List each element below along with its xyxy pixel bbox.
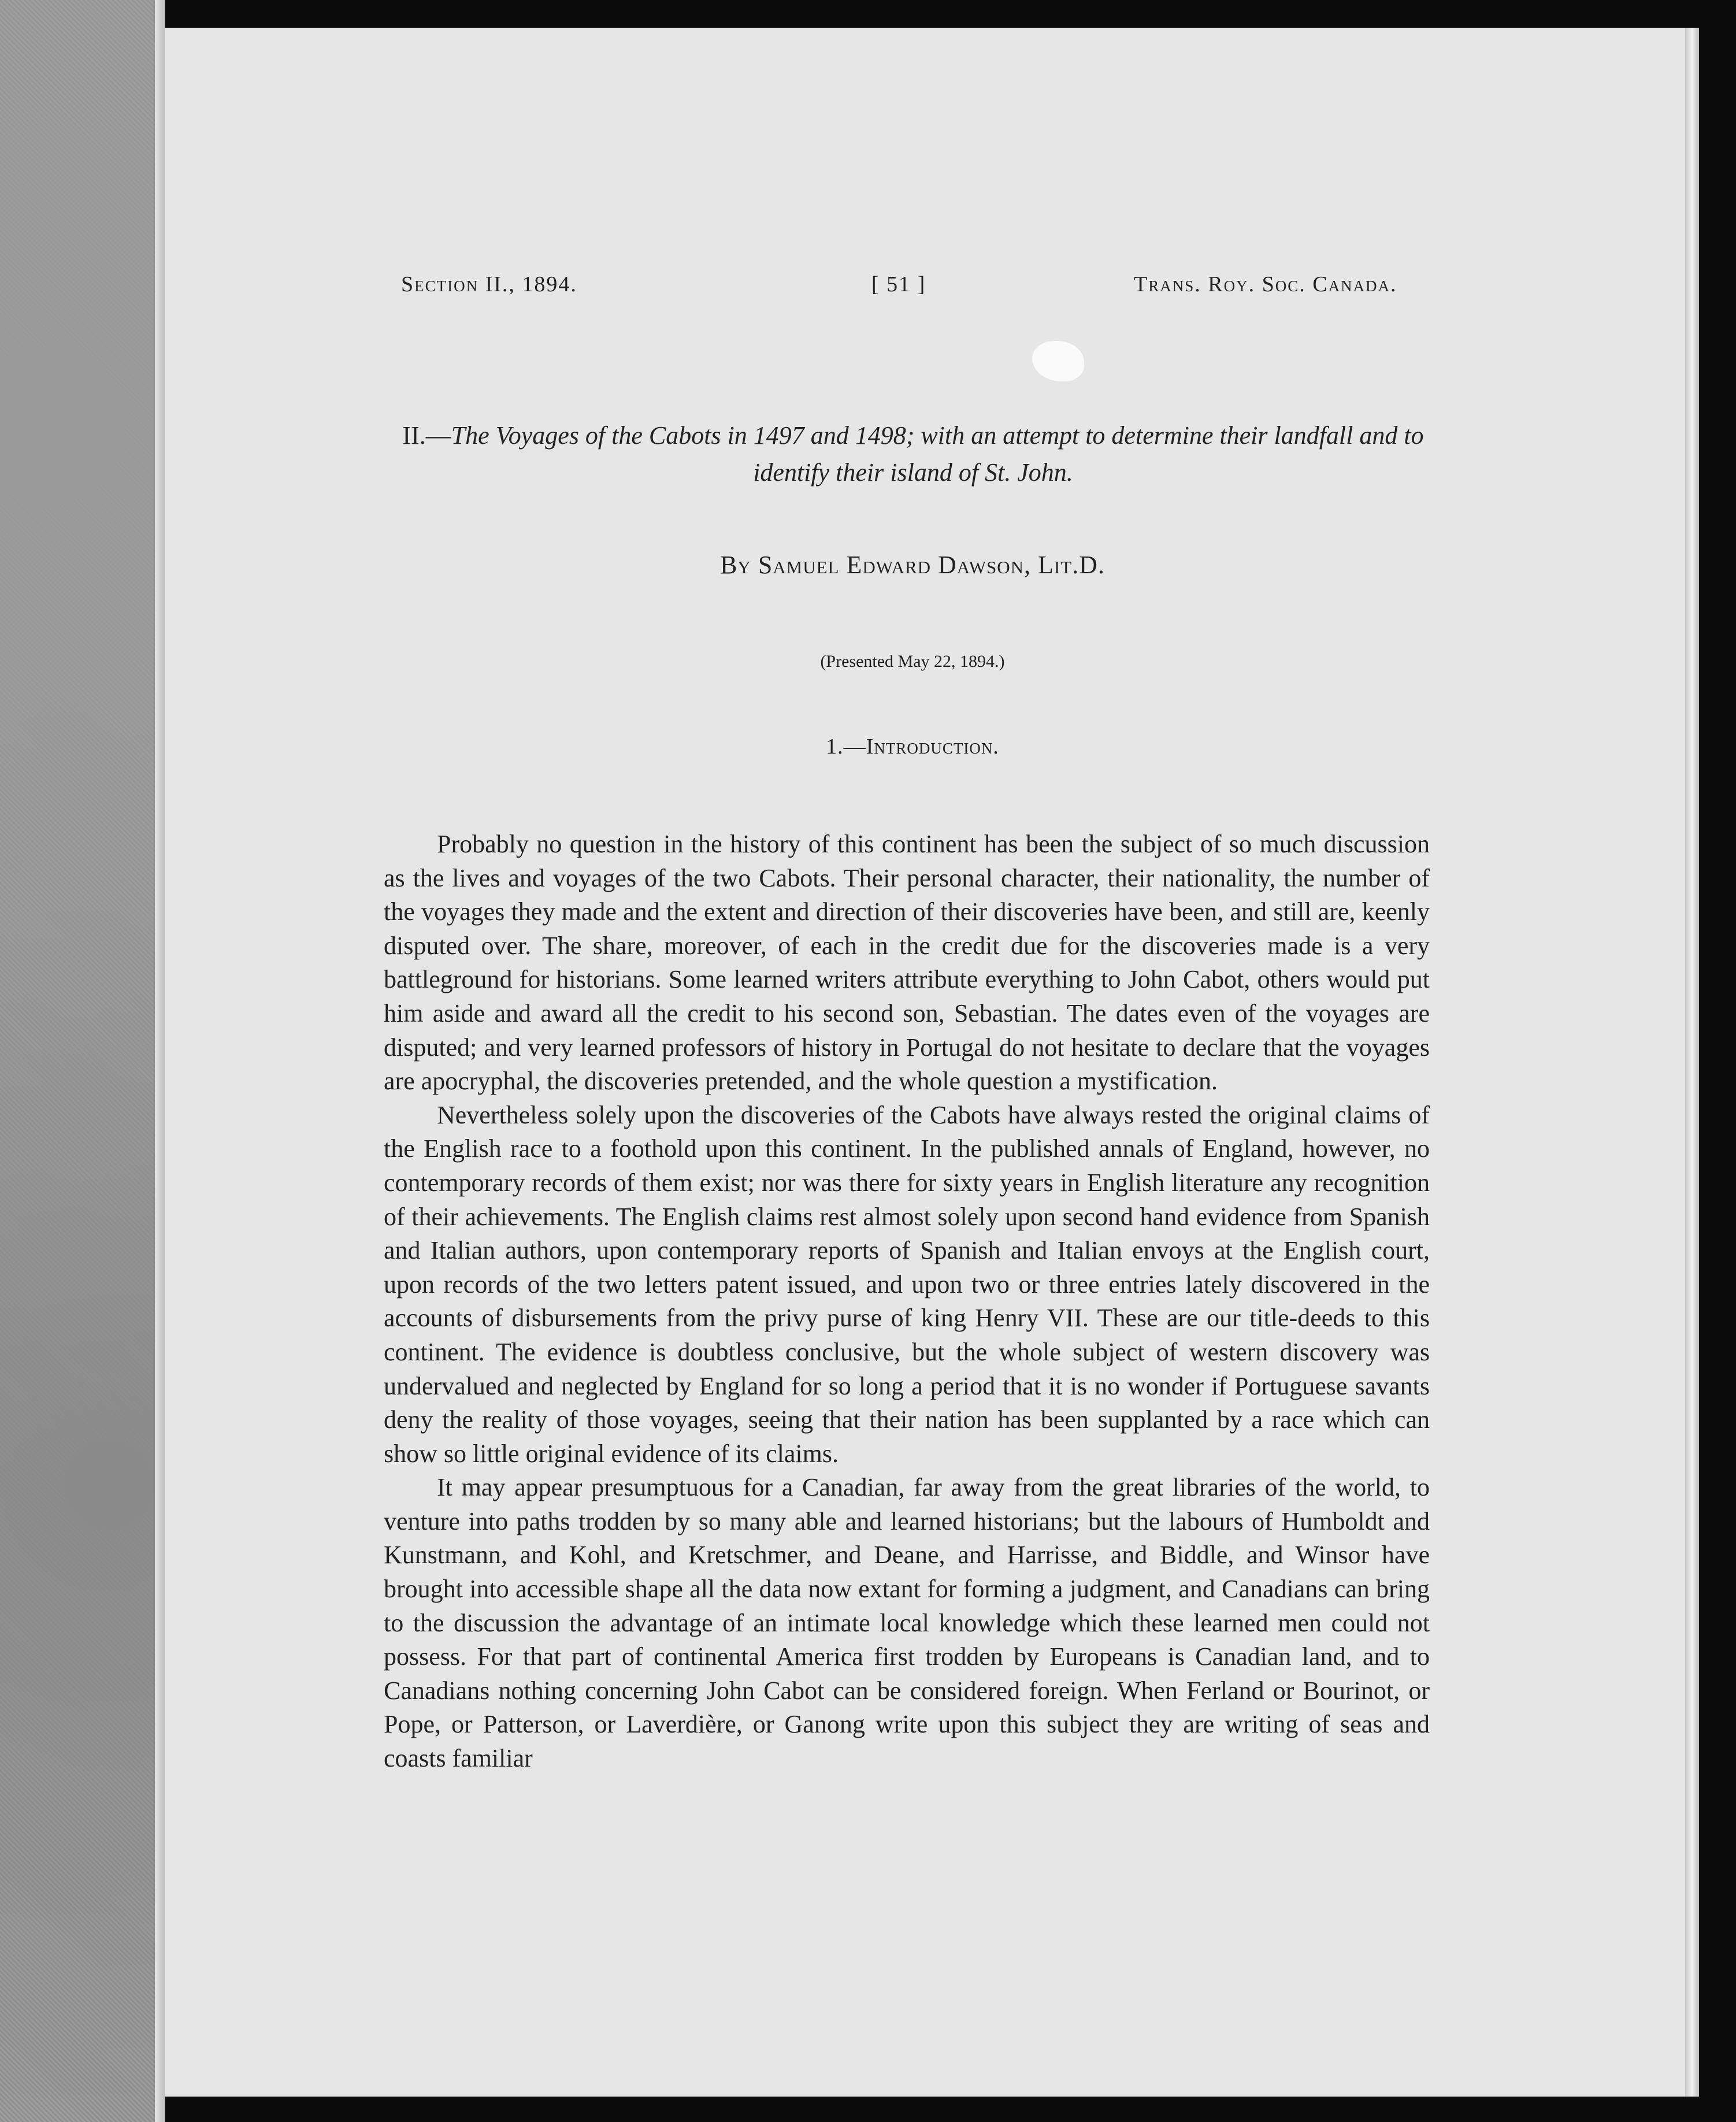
article-title bbox=[381, 417, 1445, 491]
page-right-edge bbox=[1685, 28, 1699, 2097]
paragraph: Nevertheless solely upon the discoveries of the Cabots have always rested the original claims of the English race to a foothold upon this continent. In the published annals of England, however, no contemporary records of them exist; nor was there for sixty years in English literature any recognition of their achievements. The English claims rest almost solely upon second hand evidence from Spanish and Italian authors, upon contemporary reports of Spanish and Italian envoys at the English court, upon records of the two letters patent issued, and upon two or three entries lately discovered in the accounts of disbursements from the privy purse of king Henry VII. These are our title-deeds to this continent. The evidence is doubtless conclusive, but the whole subject of western discovery was undervalued and neglected by England for so long a period that it is no wonder if Portuguese savants deny the reality of those voyages, seeing that their nation has been supplanted by a race which can show so little original evidence of its claims. bbox=[384, 1100, 1430, 1468]
page-gutter bbox=[155, 0, 165, 2122]
article-title-number: II.— bbox=[402, 421, 451, 450]
article-title-text: The Voyages of the Cabots in 1497 and 1498; with an attempt to determine their landfall and to identify their island of St. John. bbox=[451, 421, 1424, 487]
body-text bbox=[384, 828, 1430, 1776]
paragraph: It may appear presumptuous for a Canadian, far away from the great libraries of the world, to venture into paths trodden by so many able and learned historians; but the labours of Humboldt and Kunstmann, and Kohl, and Kretschmer, and Deane, and Harrisse, and Biddle, and Winsor have brought into accessible shape all the data now extant for forming a judgment, and Canadians can bring to the discussion the advantage of an intimate local knowledge which these learned men could not possess. For that part of continental America first trodden by Europeans is Canadian land, and to Canadians nothing concerning John Cabot can be considered foreign. When Ferland or Bourinot, or Pope, or Patterson, or Laverdière, or Ganong write upon this subject they are writing of seas and coasts familiar bbox=[384, 1473, 1430, 1773]
author-line: By Samuel Edward Dawson, Lit.D. bbox=[720, 551, 1105, 579]
book-spine-cover bbox=[0, 0, 155, 2122]
running-head-section: Section II., 1894. bbox=[401, 272, 577, 296]
running-head-journal: Trans. Roy. Soc. Canada. bbox=[1134, 272, 1397, 296]
presented-date: (Presented May 22, 1894.) bbox=[820, 652, 1005, 671]
section-heading: 1.—Introduction. bbox=[826, 734, 999, 759]
page-number: [ 51 ] bbox=[871, 272, 926, 296]
paragraph: Probably no question in the history of this continent has been the subject of so much discussion as the lives and voyages of the two Cabots. Their personal character, their nationality, the number of the voyages they made and the extent and direction of their discoveries have been, and still are, keenly disputed over. The share, moreover, of each in the credit due for the discoveries made is a very battleground for historians. Some learned writers attribute everything to John Cabot, others would put him aside and award all the credit to his second son, Sebastian. The dates even of the voyages are disputed; and very learned professors of history in Portugal do not hesitate to declare that the voyages are apocryphal, the discoveries pretended, and the whole question a mystification. bbox=[384, 830, 1430, 1096]
